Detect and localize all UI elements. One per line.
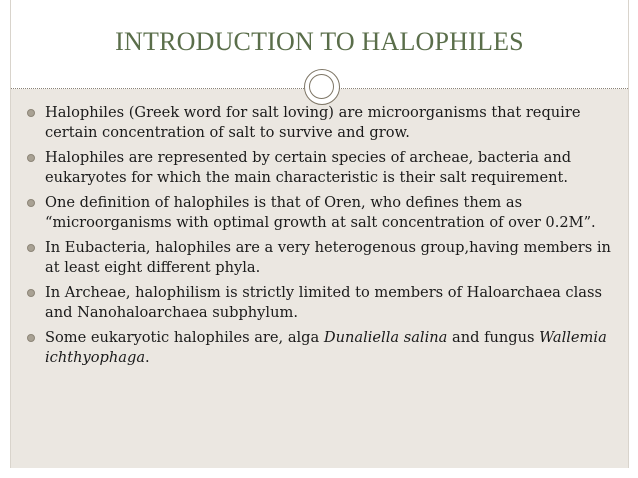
bullet-text-prefix: Some eukaryotic halophiles are, alga bbox=[45, 329, 324, 346]
double-circle-ornament-icon bbox=[304, 69, 340, 105]
bullet-icon bbox=[27, 199, 35, 207]
bullet-icon bbox=[27, 334, 35, 342]
species-name-fungus: Wallemia ichthyophaga bbox=[45, 329, 607, 366]
bullet-text: In Eubacteria, halophiles are a very heterogenous group,having members in at least eight different phyla. bbox=[45, 239, 611, 276]
bullet-item bbox=[25, 328, 615, 368]
bullet-text: Halophiles are represented by certain species of archeae, bacteria and eukaryotes for which the main characteristic is their salt requirement. bbox=[45, 149, 572, 186]
bullet-text: One definition of halophiles is that of Oren, who defines them as “microorganisms with optimal growth at salt concentration of over 0.2M”. bbox=[45, 194, 596, 231]
bullet-item bbox=[25, 283, 615, 323]
bullet-icon bbox=[27, 109, 35, 117]
bullet-list bbox=[25, 103, 615, 373]
ornament-inner-circle bbox=[309, 74, 334, 99]
bullet-item bbox=[25, 148, 615, 188]
slide-frame bbox=[10, 0, 629, 468]
slide-title: INTRODUCTION TO HALOPHILES bbox=[115, 27, 524, 56]
bullet-item bbox=[25, 193, 615, 233]
bullet-item bbox=[25, 238, 615, 278]
bullet-icon bbox=[27, 289, 35, 297]
bullet-text: Halophiles (Greek word for salt loving) are microorganisms that require certain concentration of salt to survive and grow. bbox=[45, 104, 581, 141]
species-name-alga: Dunaliella salina bbox=[323, 329, 448, 346]
bullet-text-middle: and fungus bbox=[447, 329, 540, 346]
bullet-text-suffix: . bbox=[145, 349, 150, 366]
bullet-icon bbox=[27, 244, 35, 252]
bullet-text: In Archeae, halophilism is strictly limited to members of Haloarchaea class and Nanohaloarchaea subphylum. bbox=[45, 284, 602, 321]
bullet-item bbox=[25, 103, 615, 143]
bullet-icon bbox=[27, 154, 35, 162]
